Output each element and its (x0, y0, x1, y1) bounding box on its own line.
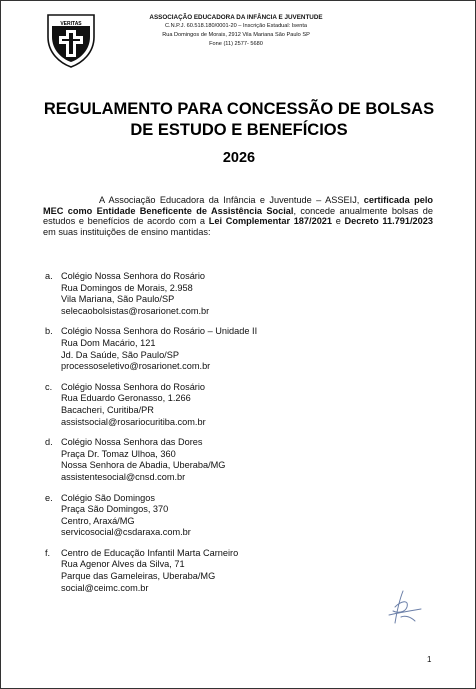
list-item (45, 382, 345, 428)
institution-name: Colégio Nossa Senhora do Rosário (61, 381, 206, 392)
institution-email[interactable]: servicosocial@csdaraxa.com.br (61, 527, 191, 538)
list-item (45, 548, 345, 594)
intro-decree: Decreto 11.791/2023 (344, 216, 433, 227)
page-number: 1 (427, 655, 432, 664)
phone-line: Fone (11) 2577- 5680 (209, 41, 263, 47)
list-marker: d. (45, 437, 53, 448)
institution-name: Colégio Nossa Senhora do Rosário – Unidade II (61, 326, 258, 337)
list-marker: b. (45, 326, 53, 337)
list-item (45, 271, 345, 317)
institution-district: Vila Mariana, São Paulo/SP (61, 294, 175, 305)
intro-law: Lei Complementar 187/2021 (208, 216, 333, 227)
handwritten-signature (381, 587, 425, 627)
institution-street: Rua Agenor Alves da Silva, 71 (61, 559, 185, 570)
intro-text-1: A Associação Educadora da Infância e Juventude – ASSEIJ, (99, 195, 364, 205)
institution-district: Bacacheri, Curitiba/PR (61, 404, 154, 415)
institution-email[interactable]: social@ceimc.com.br (61, 582, 149, 593)
org-name: ASSOCIAÇÃO EDUCADORA DA INFÂNCIA E JUVENTUDE (149, 14, 323, 21)
institution-email[interactable]: selecaobolsistas@rosarionet.com.br (61, 305, 210, 316)
address-line: Rua Domingos de Morais, 2912 Vila Mariana São Paulo SP (162, 32, 310, 38)
document-title (21, 99, 457, 141)
intro-text-4: em suas instituições de ensino mantidas: (43, 226, 211, 237)
list-marker: a. (45, 271, 53, 281)
institution-name: Colégio Nossa Senhora das Dores (61, 437, 203, 448)
cnpj-line: C.N.P.J. 60.518.180/0001-20 – Inscrição Estadual: Isenta (164, 23, 307, 29)
title-line-1: REGULAMENTO PARA CONCESSÃO DE BOLSAS (43, 100, 435, 118)
list-marker: e. (45, 492, 53, 503)
institution-email[interactable]: assistentesocial@cnsd.com.br (61, 471, 186, 482)
list-item (45, 326, 345, 372)
institution-district: Parque das Gameleiras, Uberaba/MG (61, 571, 216, 582)
list-marker: c. (45, 381, 53, 392)
institution-street: Praça Dr. Tomaz Ulhoa, 360 (61, 448, 176, 459)
intro-text-3: e (332, 216, 345, 227)
institution-district: Nossa Senhora de Abadia, Uberaba/MG (61, 460, 226, 471)
title-line-2: DE ESTUDO E BENEFÍCIOS (130, 121, 348, 139)
intro-text-2: , concede anualmente bolsas de estudos e benefícios de acordo com a (43, 205, 434, 227)
institutions-list (45, 271, 345, 594)
institution-street: Rua Dom Macário, 121 (61, 337, 156, 348)
institution-district: Centro, Araxá/MG (61, 515, 135, 526)
institution-street: Praça São Domingos, 370 (61, 504, 169, 515)
institution-name: Colégio São Domingos (61, 492, 155, 503)
svg-text:VERITAS: VERITAS (60, 21, 82, 27)
intro-certification: certificada pelo MEC como Entidade Beneficente de Assistência Social (43, 195, 433, 216)
list-item (45, 493, 345, 539)
document-year: 2026 (222, 150, 256, 166)
institution-email[interactable]: processoseletivo@rosarionet.com.br (61, 361, 211, 372)
list-item (45, 437, 345, 483)
institution-name: Colégio Nossa Senhora do Rosário (61, 271, 206, 281)
institution-name: Centro de Educação Infantil Marta Carneiro (61, 547, 239, 558)
intro-paragraph (43, 195, 433, 237)
institution-street: Rua Domingos de Morais, 2.958 (61, 282, 193, 293)
institution-street: Rua Eduardo Geronasso, 1.266 (61, 393, 191, 404)
list-marker: f. (45, 547, 51, 558)
institution-header (121, 13, 351, 49)
institution-email[interactable]: assistsocial@rosariocuritiba.com.br (61, 416, 206, 427)
veritas-shield-logo (45, 11, 97, 69)
institution-district: Jd. Da Saúde, São Paulo/SP (61, 349, 179, 360)
